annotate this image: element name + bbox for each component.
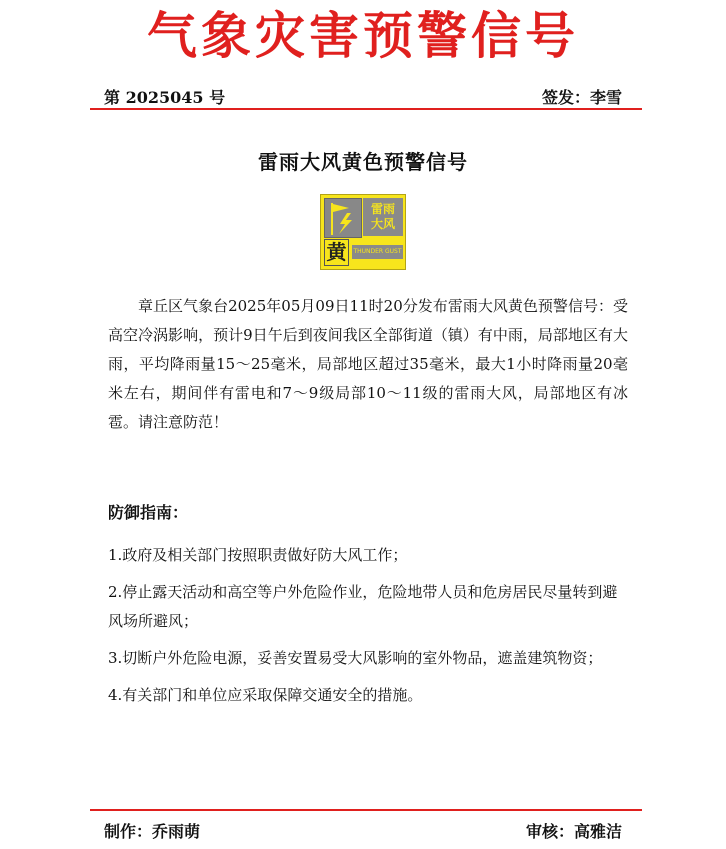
guide-item: 1.政府及相关部门按照职责做好防大风工作； [108, 546, 408, 564]
signal-level: 黄 [324, 239, 349, 266]
footer-row [104, 818, 622, 842]
header-divider [90, 108, 642, 110]
masthead-title: 气象灾害预警信号 [147, 7, 579, 65]
issue-number: 第 2025045 号 [104, 87, 226, 107]
lightning-flag-icon [324, 198, 362, 238]
guide-item: 2.停止露天活动和高空等户外危险作业，危险地带人员和危房居民尽量转到避风场所避风； [108, 583, 618, 630]
warning-body: 章丘区气象台2025年05月09日11时20分发布雷雨大风黄色预警信号：受高空冷涡影响，预计9日午后到夜间我区全部街道（镇）有中雨，局部地区有大雨，平均降雨量15～25毫米，局部地区超过35毫米，最大1小时降雨量20毫米左右，期间伴有雷电和7～9级局部10～11级的雷雨大风，局部地区有冰雹。请注意防范！ [108, 297, 628, 431]
guide-heading: 防御指南： [108, 503, 189, 522]
signal-english-label: THUNDER GUST [352, 245, 403, 259]
issue-header-row [104, 84, 622, 108]
producer: 制作：乔雨萌 [104, 821, 201, 841]
document-title: 雷雨大风黄色预警信号 [258, 150, 468, 174]
signer: 签发：李雪 [541, 87, 622, 107]
signal-label-line2: 大风 [370, 217, 395, 231]
reviewer: 审核：高雅洁 [525, 821, 622, 841]
guide-list [108, 541, 630, 718]
footer-divider [90, 809, 642, 811]
signal-label-line1: 雷雨 [370, 202, 395, 216]
guide-item: 3.切断户外危险电源，妥善安置易受大风影响的室外物品，遮盖建筑物资； [108, 649, 603, 667]
thunderstorm-wind-yellow-signal-icon [320, 194, 406, 270]
guide-item: 4.有关部门和单位应采取保障交通安全的措施。 [108, 686, 423, 704]
signal-label [363, 198, 403, 236]
